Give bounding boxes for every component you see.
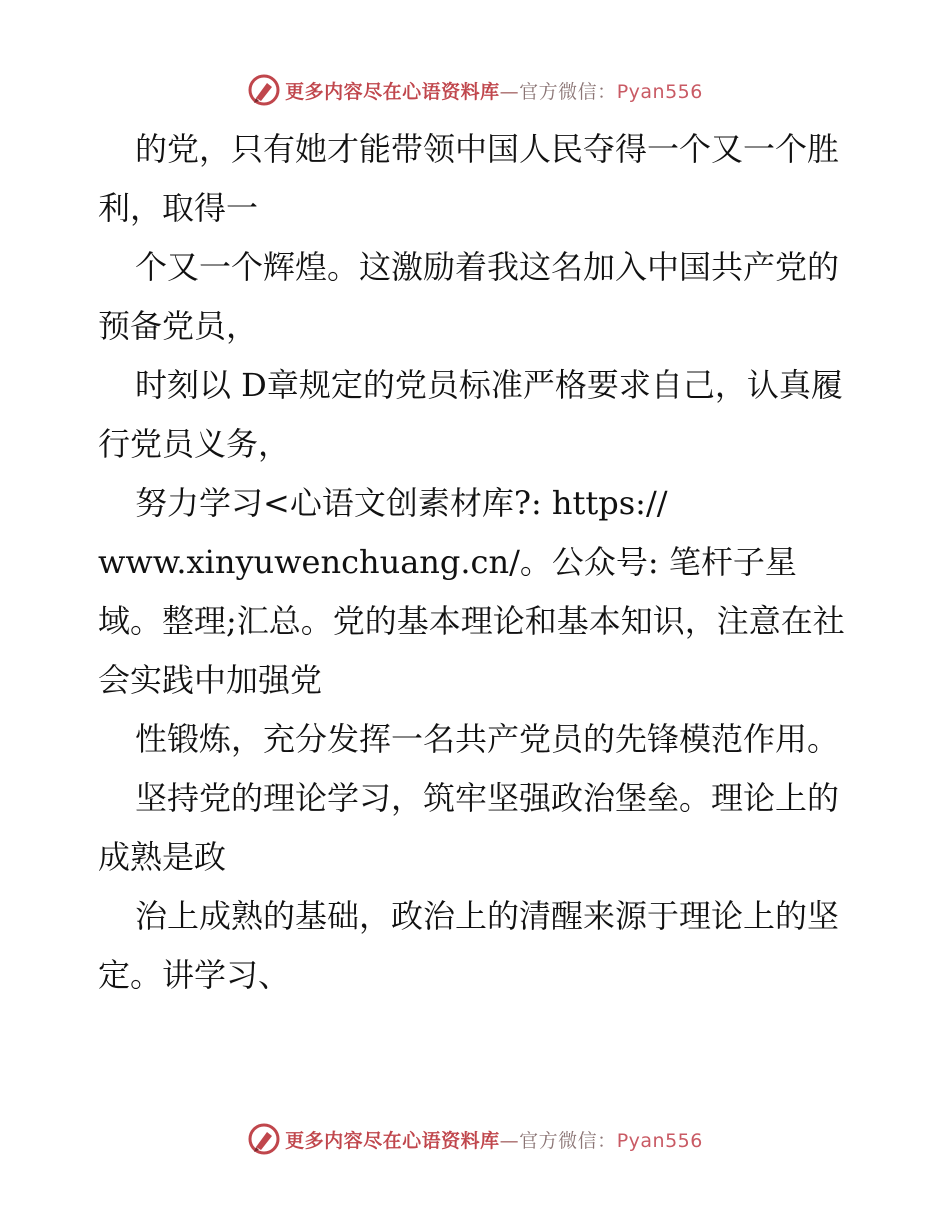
paragraph-6: 坚持党的理论学习，筑牢坚强政治堡垒。理论上的成熟是政 <box>98 779 840 876</box>
paragraph-5: 性锻炼，充分发挥一名共产党员的先锋模范作用。 <box>135 720 840 758</box>
pen-logo-icon <box>247 1122 281 1156</box>
paragraph-2: 个又一个辉煌。这激励着我这名加入中国共产党的预备党员， <box>98 248 840 345</box>
footer-banner <box>0 1119 950 1159</box>
header-banner-text <box>285 77 703 104</box>
header-banner-label: 官方微信： <box>519 80 617 103</box>
footer-banner-id: Pyan556 <box>616 1129 703 1152</box>
pen-logo-icon <box>247 73 281 107</box>
header-banner-dash: — <box>499 80 520 103</box>
header-banner-main: 更多内容尽在心语资料库 <box>285 80 500 103</box>
paragraph-3: 时刻以 D章规定的党员标准严格要求自己，认真履行党员义务， <box>98 366 843 463</box>
document-body <box>98 120 858 1005</box>
header-banner <box>0 70 950 110</box>
paragraph-7: 治上成熟的基础，政治上的清醒来源于理论上的坚定。讲学习、 <box>98 897 840 994</box>
footer-banner-label: 官方微信： <box>519 1129 617 1152</box>
paragraph-1: 的党，只有她才能带领中国人民夺得一个又一个胜利，取得一 <box>98 130 840 227</box>
header-banner-id: Pyan556 <box>616 80 703 103</box>
paragraph-4: 努力学习<心语文创素材库?: https:// www.xinyuwenchuang.cn/。公众号: 笔杆子星域。整理;汇总。党的基本理论和基本知识，注意在社会实践中加强党 <box>98 484 845 699</box>
footer-banner-text <box>285 1126 703 1153</box>
footer-banner-dash: — <box>499 1129 520 1152</box>
footer-banner-main: 更多内容尽在心语资料库 <box>285 1129 500 1152</box>
